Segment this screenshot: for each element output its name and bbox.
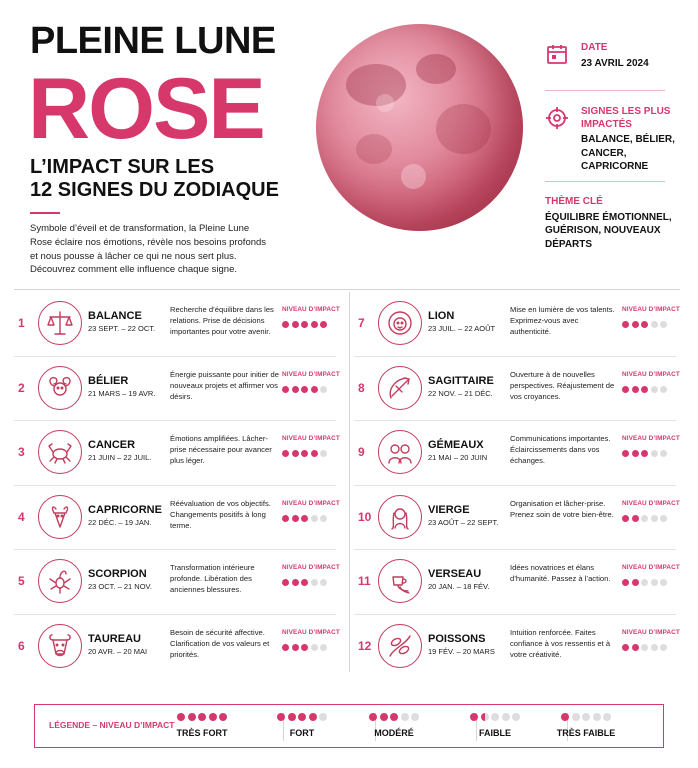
- signs-column-left: [14, 292, 340, 679]
- title-line-1: PLEINE LUNE: [30, 20, 276, 62]
- impact-dot: [651, 644, 658, 651]
- impact-dot: [641, 450, 648, 457]
- impact-dot: [512, 713, 520, 721]
- impact-level-label: NIVEAU D’IMPACT: [622, 564, 680, 571]
- impact-dot: [622, 321, 629, 328]
- impact-level: [622, 370, 680, 393]
- sign-dates: 19 FÉV. – 20 MARS: [428, 646, 495, 656]
- sign-name: BALANCE: [88, 310, 142, 322]
- impact-dot: [282, 644, 289, 651]
- impact-dots: [622, 515, 676, 522]
- legend-item-name: MODÉRÉ: [374, 728, 414, 738]
- impact-dot: [660, 386, 667, 393]
- sign-description: Communications importantes. Éclaircissements dans vos échanges.: [510, 434, 611, 465]
- impact-dot: [311, 515, 318, 522]
- impact-level-label: NIVEAU D’IMPACT: [622, 628, 680, 636]
- impact-dots: [282, 450, 336, 457]
- legend-title: LÉGENDE – NIVEAU D’IMPACT: [49, 720, 175, 730]
- impact-dot: [622, 579, 629, 586]
- impact-dot: [292, 579, 299, 586]
- theme-label: THÈME CLÉ: [545, 196, 603, 207]
- sign-dates: 21 MARS – 19 AVR.: [88, 388, 156, 398]
- sign-description: Intuition renforcée. Faites confiance à vos ressentis et à votre créativité.: [510, 627, 611, 659]
- impact-dot: [320, 386, 327, 393]
- impact-level-label: NIVEAU D’IMPACT: [282, 435, 340, 442]
- impact-legend: [34, 704, 664, 748]
- sign-row: [354, 421, 680, 486]
- sign-row: [14, 615, 340, 680]
- sign-heading: [428, 310, 506, 333]
- sign-number: 5: [18, 574, 25, 588]
- sign-description: Recherche d’équilibre dans les relations. Prise de décisions importantes pour votre avenir.: [170, 305, 274, 336]
- impact-dot: [622, 515, 629, 522]
- impact-dot: [641, 579, 648, 586]
- pink-moon-image: [316, 24, 523, 231]
- sign-description: Mise en lumière de vos talents. Exprimez-vous avec authenticité.: [510, 305, 615, 336]
- sign-heading: [88, 504, 166, 527]
- impact-dot: [282, 386, 289, 393]
- impact-dot: [320, 644, 327, 651]
- virgo-maiden-icon: [378, 495, 422, 539]
- sign-heading: [88, 568, 166, 591]
- sign-number: 4: [18, 509, 25, 524]
- impact-dot: [301, 644, 308, 651]
- impact-dot: [641, 386, 648, 393]
- impact-dot: [632, 579, 639, 586]
- intro-text: Symbole d’éveil et de transformation, la Pleine Lune Rose éclaire nos émotions, révèle nos besoins profonds et nous pousse à lâcher ce qui ne nous sert plus. Découvrez comment elle influence chaque signe.: [30, 223, 267, 276]
- subtitle: [30, 156, 290, 202]
- legend-item-name: TRÈS FAIBLE: [556, 728, 616, 738]
- sign-heading: [428, 504, 506, 527]
- legend-item: [349, 713, 439, 738]
- impact-level: [282, 306, 340, 328]
- impact-dot: [311, 644, 318, 651]
- impacted-signs-block: [545, 106, 685, 174]
- sign-dates: 22 NOV. – 21 DÉC.: [428, 388, 493, 398]
- sign-name: LION: [428, 310, 455, 322]
- sign-name: TAUREAU: [88, 632, 141, 645]
- sign-number: 6: [18, 638, 25, 653]
- title-divider: [30, 212, 60, 214]
- impact-dot: [651, 579, 658, 586]
- legend-item-name: FORT: [289, 728, 315, 738]
- impact-dot: [481, 713, 489, 721]
- sign-description: Idées novatrices et élans d’humanité. Passez à l’action.: [510, 563, 611, 583]
- impact-dots: [257, 713, 347, 721]
- impact-dots: [622, 321, 676, 328]
- info-divider-2: [545, 181, 665, 182]
- sagittarius-archer-icon: [378, 366, 422, 410]
- sign-heading: [88, 310, 166, 333]
- impact-dots: [282, 579, 336, 586]
- sign-dates: 23 SEPT. – 22 OCT.: [88, 324, 156, 334]
- impact-level-label: NIVEAU D’IMPACT: [282, 306, 340, 313]
- impact-dot: [320, 515, 327, 522]
- sign-name: CANCER: [88, 439, 136, 451]
- impact-dot: [282, 515, 289, 522]
- impact-dot: [320, 579, 327, 586]
- impact-dot: [632, 515, 639, 522]
- impact-dots: [157, 713, 247, 721]
- sign-dates: 23 OCT. – 21 NOV.: [88, 582, 152, 592]
- grid-top-divider: [14, 289, 680, 290]
- impact-dots: [349, 713, 439, 721]
- sign-row: [354, 292, 680, 357]
- legend-item: [157, 713, 247, 738]
- subtitle-line-1: L’IMPACT SUR LES: [30, 156, 215, 178]
- impact-dot: [282, 450, 289, 457]
- sign-row: [354, 357, 680, 422]
- impact-dot: [301, 450, 308, 457]
- impact-dot: [301, 386, 308, 393]
- sign-dates: 23 JUIL. – 22 AOÛT: [428, 324, 496, 334]
- impact-dot: [390, 713, 398, 721]
- impact-dot: [219, 713, 227, 721]
- impact-level: [622, 564, 680, 586]
- impact-dot: [641, 644, 648, 651]
- sign-heading: [428, 375, 506, 398]
- sign-description: Énergie puissante pour initier de nouveaux projets et affirmer vos désirs.: [170, 369, 279, 401]
- impact-dot: [311, 321, 318, 328]
- sign-number: 1: [18, 316, 25, 330]
- impact-dot: [298, 713, 306, 721]
- impact-dots: [541, 713, 631, 721]
- theme-block: [545, 196, 685, 251]
- impact-dot: [177, 713, 185, 721]
- subtitle-line-2: 12 SIGNES DU ZODIAQUE: [30, 179, 279, 201]
- impact-dot: [301, 321, 308, 328]
- cancer-crab-icon: [38, 430, 82, 474]
- impact-dots: [622, 579, 676, 586]
- impact-dot: [651, 450, 658, 457]
- sign-name: VERSEAU: [428, 568, 482, 580]
- impact-dot: [401, 713, 409, 721]
- sign-number: 2: [18, 380, 25, 395]
- impact-level-label: NIVEAU D’IMPACT: [622, 306, 680, 313]
- sign-row: [14, 550, 340, 615]
- impact-dots: [282, 515, 336, 522]
- impact-dot: [632, 644, 639, 651]
- sign-description: Réévaluation de vos objectifs. Changements positifs à long terme.: [170, 498, 271, 530]
- impact-dot: [282, 321, 289, 328]
- impact-dot: [470, 713, 478, 721]
- libra-scales-icon: [38, 301, 82, 345]
- impacted-signs-label: SIGNES LES PLUS IMPACTÉS: [581, 106, 671, 130]
- sign-description: Ouverture à de nouvelles perspectives. Réajustement de vos croyances.: [510, 369, 615, 401]
- impact-dot: [651, 386, 658, 393]
- sign-number: 10: [358, 509, 372, 524]
- gemini-twins-icon: [378, 430, 422, 474]
- impact-dot: [311, 579, 318, 586]
- impact-dot: [288, 713, 296, 721]
- impact-dot: [292, 386, 299, 393]
- impact-dot: [411, 713, 419, 721]
- sign-dates: 22 DÉC. – 19 JAN.: [88, 517, 152, 527]
- legend-item: [450, 713, 540, 738]
- impact-dot: [209, 713, 217, 721]
- sign-row: [354, 615, 680, 680]
- sign-dates: 21 JUIN – 22 JUIL.: [88, 453, 152, 463]
- sign-row: [14, 357, 340, 422]
- sign-name: VIERGE: [428, 503, 470, 516]
- sign-description: Émotions amplifiées. Lâcher-prise nécessaire pour avancer plus léger.: [170, 434, 272, 465]
- sign-dates: 23 AOÛT – 22 SEPT.: [428, 517, 499, 527]
- impact-dots: [450, 713, 540, 721]
- impact-level-label: NIVEAU D’IMPACT: [622, 370, 680, 378]
- impact-dot: [320, 321, 327, 328]
- impact-level-label: NIVEAU D’IMPACT: [282, 370, 340, 378]
- sign-name: GÉMEAUX: [428, 439, 484, 451]
- date-value: 23 AVRIL 2024: [581, 57, 649, 69]
- impact-level: [282, 499, 340, 522]
- sign-name: BÉLIER: [88, 374, 129, 387]
- sign-row: [14, 292, 340, 357]
- impact-dot: [622, 386, 629, 393]
- legend-item-name: FAIBLE: [478, 728, 511, 738]
- impact-dot: [292, 644, 299, 651]
- impact-dot: [632, 321, 639, 328]
- impact-dot: [561, 713, 569, 721]
- impact-dot: [593, 713, 601, 721]
- impact-level: [622, 628, 680, 651]
- impact-dot: [622, 644, 629, 651]
- impact-level: [282, 628, 340, 651]
- sign-name: CAPRICORNE: [88, 503, 162, 516]
- legend-item-name: TRÈS FORT: [176, 728, 228, 738]
- impact-level-label: NIVEAU D’IMPACT: [622, 435, 680, 442]
- impact-level-label: NIVEAU D’IMPACT: [282, 628, 340, 636]
- impact-dot: [311, 386, 318, 393]
- impact-dot: [188, 713, 196, 721]
- impact-dot: [309, 713, 317, 721]
- sign-heading: [88, 633, 166, 656]
- impact-level-label: NIVEAU D’IMPACT: [282, 564, 340, 571]
- impact-level: [622, 306, 680, 328]
- sign-description: Transformation intérieure profonde. Libération des anciennes blessures.: [170, 563, 255, 594]
- sign-description: Besoin de sécurité affective. Clarification de vos valeurs et priorités.: [170, 627, 270, 659]
- title-line-2: ROSE: [28, 61, 264, 157]
- pisces-fish-icon: [378, 624, 422, 668]
- impacted-signs-value: BALANCE, BÉLIER, CANCER, CAPRICORNE: [581, 134, 675, 172]
- impact-dot: [502, 713, 510, 721]
- impact-level: [282, 564, 340, 586]
- sign-number: 3: [18, 445, 25, 459]
- sign-name: SCORPION: [88, 568, 147, 580]
- impact-dot: [369, 713, 377, 721]
- impact-dot: [660, 515, 667, 522]
- impact-dot: [603, 713, 611, 721]
- sign-description: Organisation et lâcher-prise. Prenez soin de votre bien-être.: [510, 498, 614, 519]
- sign-row: [354, 486, 680, 551]
- impact-dot: [660, 321, 667, 328]
- impact-dot: [660, 450, 667, 457]
- impact-dot: [277, 713, 285, 721]
- impact-dot: [622, 450, 629, 457]
- impact-dots: [622, 386, 676, 393]
- calendar-icon: [545, 42, 569, 66]
- grid-column-divider: [349, 292, 350, 672]
- sign-number: 12: [358, 638, 372, 653]
- impact-level-label: NIVEAU D’IMPACT: [622, 499, 680, 507]
- sign-heading: [88, 375, 166, 398]
- impact-level: [622, 499, 680, 522]
- sign-heading: [428, 633, 506, 656]
- sign-number: 7: [358, 316, 365, 330]
- impact-level: [282, 370, 340, 393]
- theme-value: ÉQUILIBRE ÉMOTIONNEL, GUÉRISON, NOUVEAUX DÉPARTS: [545, 211, 672, 250]
- impact-dots: [282, 321, 336, 328]
- impact-dot: [641, 321, 648, 328]
- impact-dot: [319, 713, 327, 721]
- leo-lion-icon: [378, 301, 422, 345]
- impact-dot: [660, 579, 667, 586]
- sign-dates: 20 JAN. – 18 FÉV.: [428, 582, 490, 592]
- impact-level-label: NIVEAU D’IMPACT: [282, 499, 340, 507]
- impact-dot: [572, 713, 580, 721]
- sign-number: 11: [358, 574, 371, 588]
- aquarius-water-bearer-icon: [378, 559, 422, 603]
- sign-heading: [88, 439, 166, 462]
- impact-level: [622, 435, 680, 457]
- sign-row: [354, 550, 680, 615]
- date-block: [545, 42, 685, 70]
- impact-dots: [282, 644, 336, 651]
- legend-item: [257, 713, 347, 738]
- impact-dot: [632, 450, 639, 457]
- impact-dot: [292, 321, 299, 328]
- impact-dot: [301, 579, 308, 586]
- sign-row: [14, 486, 340, 551]
- impact-dot: [491, 713, 499, 721]
- sign-number: 9: [358, 445, 365, 459]
- scorpio-scorpion-icon: [38, 559, 82, 603]
- legend-item: [541, 713, 631, 738]
- taurus-bull-icon: [38, 624, 82, 668]
- sign-number: 8: [358, 380, 365, 395]
- impact-dot: [632, 386, 639, 393]
- date-label: DATE: [581, 42, 608, 53]
- impact-level: [282, 435, 340, 457]
- impact-dot: [380, 713, 388, 721]
- impact-dot: [292, 450, 299, 457]
- impact-dots: [282, 386, 336, 393]
- impact-dot: [651, 321, 658, 328]
- impact-dot: [282, 579, 289, 586]
- impact-dots: [622, 450, 676, 457]
- sign-heading: [428, 568, 506, 591]
- impact-dot: [582, 713, 590, 721]
- impact-dot: [651, 515, 658, 522]
- impact-dots: [622, 644, 676, 651]
- impact-dot: [641, 515, 648, 522]
- capricorn-goat-icon: [38, 495, 82, 539]
- target-icon: [545, 106, 569, 130]
- aries-ram-icon: [38, 366, 82, 410]
- sign-name: POISSONS: [428, 632, 486, 645]
- impact-dot: [198, 713, 206, 721]
- impact-dot: [660, 644, 667, 651]
- sign-row: [14, 421, 340, 486]
- impact-dot: [320, 450, 327, 457]
- sign-heading: [428, 439, 506, 462]
- info-divider-1: [545, 90, 665, 91]
- impact-dot: [292, 515, 299, 522]
- sign-dates: 21 MAI – 20 JUIN: [428, 453, 488, 463]
- sign-dates: 20 AVR. – 20 MAI: [88, 646, 148, 656]
- impact-dot: [311, 450, 318, 457]
- impact-dot: [301, 515, 308, 522]
- sign-name: SAGITTAIRE: [428, 374, 494, 387]
- signs-column-right: [354, 292, 680, 679]
